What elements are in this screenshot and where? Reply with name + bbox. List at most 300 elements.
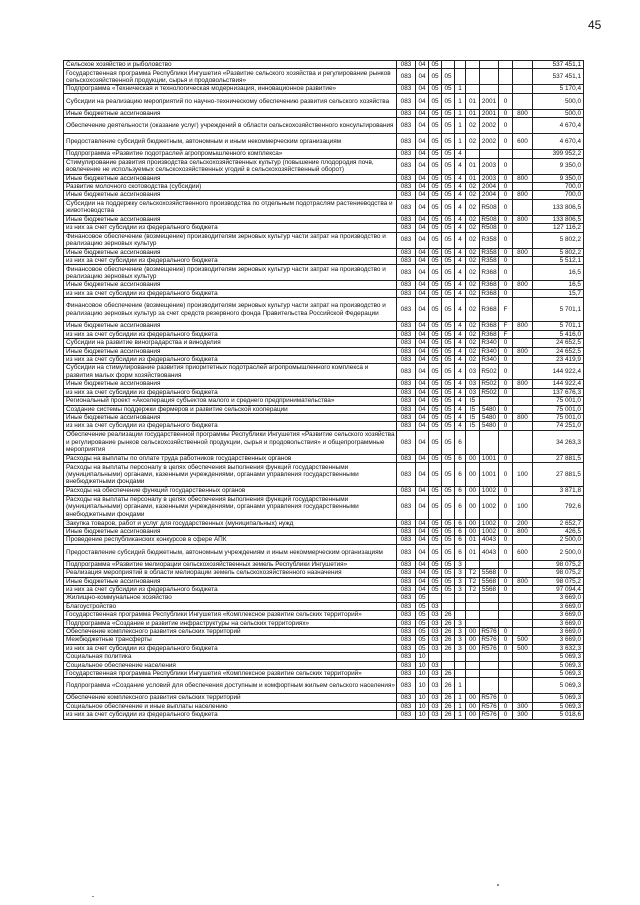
- row-code-cell-rz: 04: [416, 586, 429, 594]
- row-code-cell-p3: 02: [466, 118, 480, 134]
- row-code-cell-p4: R340: [481, 355, 497, 363]
- row-code-cell-p3: [466, 560, 480, 568]
- row-code-cell-rz: 05: [416, 619, 429, 627]
- row-sum-cell: 426,5: [533, 527, 584, 535]
- row-code-cell-pr: 05: [429, 224, 442, 232]
- row-code-cell-pr: 03: [429, 694, 442, 702]
- table-row: [64, 577, 584, 585]
- row-code-cell-pr: 03: [429, 636, 442, 644]
- row-code-cell-p2: 4: [455, 397, 466, 405]
- row-name-cell: Иные бюджетные ассигнования: [64, 413, 397, 421]
- row-name-cell: Обеспечение комплексного развития сельских территорий: [64, 628, 397, 636]
- row-code-cell-vr: [513, 487, 533, 495]
- row-code-cell-code: 083: [397, 495, 416, 519]
- row-code-cell-p5: 0: [499, 347, 513, 355]
- row-sum-cell: 5 069,3: [533, 702, 584, 710]
- row-code-cell-p5: F: [499, 330, 513, 338]
- row-code-cell-pr: 03: [429, 711, 442, 719]
- row-code-cell-p5: 0: [499, 380, 513, 388]
- row-code-cell-p3: [466, 430, 480, 454]
- row-code-cell-p4: [480, 85, 499, 93]
- row-code-cell-vr: [513, 397, 533, 405]
- row-code-cell-p4: 1002: [480, 487, 499, 495]
- row-code-cell-pr: 05: [429, 519, 442, 527]
- row-code-cell-code: 083: [397, 628, 416, 636]
- row-code-cell-vr: [513, 339, 533, 347]
- row-code-cell-p5: 0: [499, 199, 513, 215]
- row-code-cell-rz: 04: [416, 248, 429, 256]
- row-code-cell-rz: 10: [416, 653, 429, 661]
- row-code-cell-p2: [455, 653, 466, 661]
- row-code-cell-p1: 05: [442, 174, 455, 182]
- row-code-cell-vr: [513, 661, 533, 669]
- row-code-cell-rz: 04: [416, 536, 429, 544]
- row-code-cell-pr: 03: [429, 661, 442, 669]
- row-code-cell-code: 083: [397, 560, 416, 568]
- row-code-cell-p2: 4: [455, 355, 466, 363]
- row-code-cell-vr: [513, 85, 533, 93]
- row-code-cell-pr: 05: [429, 339, 442, 347]
- row-code-cell-rz: 04: [416, 364, 429, 380]
- row-code-cell-code: 083: [397, 413, 416, 421]
- row-code-cell-p5: 0: [499, 174, 513, 182]
- row-code-cell-vr: 800: [513, 191, 533, 199]
- row-code-cell-p4: 2001: [480, 109, 499, 117]
- row-code-cell-rz: 04: [416, 265, 429, 281]
- row-code-cell-p2: [455, 611, 466, 619]
- row-code-cell-p4: 4043: [480, 536, 499, 544]
- row-code-cell-p2: 4: [455, 183, 466, 191]
- table-row: [64, 281, 584, 289]
- row-code-cell-p5: 0: [499, 339, 513, 347]
- budget-table-body: [64, 61, 584, 720]
- row-sum-cell: 16,5: [533, 281, 584, 289]
- row-code-cell-p1: 05: [442, 298, 455, 322]
- table-row: [64, 69, 584, 85]
- row-code-cell-p1: 26: [442, 644, 455, 652]
- row-code-cell-p5: 0: [499, 495, 513, 519]
- table-row: [64, 355, 584, 363]
- row-code-cell-p1: 05: [442, 158, 455, 174]
- row-code-cell-p4: [480, 602, 499, 610]
- row-code-cell-p1: 26: [442, 611, 455, 619]
- row-code-cell-code: 083: [397, 355, 416, 363]
- row-code-cell-pr: 05: [429, 61, 442, 69]
- row-code-cell-rz: 10: [416, 711, 429, 719]
- row-code-cell-rz: 05: [416, 594, 429, 602]
- table-row: [64, 463, 584, 487]
- row-code-cell-p2: 4: [455, 339, 466, 347]
- row-code-cell-p4: 2002: [480, 118, 499, 134]
- row-code-cell-p2: 4: [455, 257, 466, 265]
- row-code-cell-rz: 04: [416, 347, 429, 355]
- scan-speck: [92, 896, 94, 897]
- row-code-cell-p2: [455, 61, 466, 69]
- row-name-cell: Закупка товаров, работ и услуг для государственных (муниципальных) нужд: [64, 519, 397, 527]
- row-code-cell-rz: 10: [416, 678, 429, 694]
- row-code-cell-rz: 04: [416, 174, 429, 182]
- row-code-cell-p1: 05: [442, 413, 455, 421]
- row-code-cell-p1: 05: [442, 69, 455, 85]
- row-sum-cell: 2 500,0: [533, 544, 584, 560]
- row-code-cell-code: 083: [397, 183, 416, 191]
- row-code-cell-code: 083: [397, 298, 416, 322]
- row-code-cell-p3: [466, 611, 480, 619]
- table-row: [64, 602, 584, 610]
- row-code-cell-p3: [466, 678, 480, 694]
- row-code-cell-p5: F: [499, 298, 513, 322]
- row-code-cell-code: 083: [397, 191, 416, 199]
- row-code-cell-p2: 1: [455, 678, 466, 694]
- row-code-cell-pr: 05: [429, 388, 442, 396]
- row-code-cell-code: 083: [397, 174, 416, 182]
- row-code-cell-code: 083: [397, 454, 416, 462]
- row-sum-cell: 700,0: [533, 183, 584, 191]
- row-code-cell-vr: [513, 61, 533, 69]
- row-sum-cell: 5 170,4: [533, 85, 584, 93]
- row-code-cell-p3: [466, 653, 480, 661]
- table-row: [64, 495, 584, 519]
- row-sum-cell: 15,7: [533, 289, 584, 297]
- table-row: [64, 380, 584, 388]
- row-code-cell-p2: [455, 661, 466, 669]
- row-code-cell-vr: [513, 93, 533, 109]
- row-code-cell-vr: [513, 422, 533, 430]
- row-code-cell-code: 083: [397, 661, 416, 669]
- row-code-cell-p5: 0: [499, 454, 513, 462]
- row-code-cell-pr: 05: [429, 215, 442, 223]
- row-code-cell-p5: 0: [499, 93, 513, 109]
- row-code-cell-pr: 05: [429, 487, 442, 495]
- row-code-cell-p4: [480, 594, 499, 602]
- row-code-cell-code: 083: [397, 158, 416, 174]
- row-code-cell-p3: 00: [466, 463, 480, 487]
- row-code-cell-rz: 10: [416, 670, 429, 678]
- row-code-cell-p3: 00: [466, 694, 480, 702]
- table-row: [64, 536, 584, 544]
- row-sum-cell: 133 806,5: [533, 215, 584, 223]
- row-name-cell: Финансовое обеспечение (возмещение) производителям зерновых культур части затрат на производство и реализацию зерновых культур: [64, 265, 397, 281]
- table-row: [64, 322, 584, 330]
- table-row: [64, 636, 584, 644]
- row-name-cell: Обеспечение деятельности (оказание услуг) учреждений в области сельскохозяйственного консультирования: [64, 118, 397, 134]
- row-code-cell-p2: 4: [455, 289, 466, 297]
- row-code-cell-p4: 2004: [480, 191, 499, 199]
- row-name-cell: Иные бюджетные ассигнования: [64, 577, 397, 585]
- row-code-cell-rz: 04: [416, 454, 429, 462]
- row-code-cell-p2: 1: [455, 118, 466, 134]
- row-code-cell-p2: 4: [455, 150, 466, 158]
- row-code-cell-rz: 04: [416, 199, 429, 215]
- row-code-cell-rz: 04: [416, 527, 429, 535]
- row-code-cell-rz: 10: [416, 661, 429, 669]
- budget-table: [63, 60, 584, 720]
- row-code-cell-p1: [442, 602, 455, 610]
- row-code-cell-vr: 800: [513, 322, 533, 330]
- row-code-cell-vr: 800: [513, 281, 533, 289]
- row-code-cell-p5: 0: [499, 577, 513, 585]
- row-code-cell-p3: 00: [466, 711, 480, 719]
- row-code-cell-p3: T2: [466, 586, 480, 594]
- row-code-cell-vr: [513, 224, 533, 232]
- row-name-cell: Социальное обеспечение населения: [64, 661, 397, 669]
- row-name-cell: Социальная политика: [64, 653, 397, 661]
- row-code-cell-p2: 4: [455, 413, 466, 421]
- row-code-cell-pr: 05: [429, 405, 442, 413]
- row-code-cell-code: 083: [397, 430, 416, 454]
- row-code-cell-rz: 10: [416, 702, 429, 710]
- row-code-cell-code: 083: [397, 619, 416, 627]
- row-sum-cell: 34 263,3: [533, 430, 584, 454]
- table-row: [64, 298, 584, 322]
- row-code-cell-p3: [466, 602, 480, 610]
- row-code-cell-code: 083: [397, 422, 416, 430]
- row-code-cell-p5: [499, 678, 513, 694]
- table-row: [64, 653, 584, 661]
- row-code-cell-pr: 05: [429, 380, 442, 388]
- row-code-cell-rz: 04: [416, 150, 429, 158]
- row-code-cell-p3: 02: [466, 265, 480, 281]
- row-code-cell-p2: 3: [455, 619, 466, 627]
- table-row: [64, 289, 584, 297]
- row-code-cell-p3: 03: [466, 388, 480, 396]
- row-code-cell-code: 083: [397, 544, 416, 560]
- row-code-cell-p1: 05: [442, 536, 455, 544]
- row-code-cell-p1: [442, 661, 455, 669]
- row-code-cell-rz: 04: [416, 430, 429, 454]
- row-code-cell-rz: 04: [416, 577, 429, 585]
- row-name-cell: из них за счет субсидии из федерального бюджета: [64, 388, 397, 396]
- row-code-cell-vr: [513, 694, 533, 702]
- row-code-cell-rz: 04: [416, 463, 429, 487]
- row-code-cell-code: 083: [397, 636, 416, 644]
- row-code-cell-p1: 05: [442, 289, 455, 297]
- row-code-cell-rz: 05: [416, 602, 429, 610]
- row-code-cell-p4: [480, 619, 499, 627]
- row-code-cell-rz: 04: [416, 422, 429, 430]
- table-row: [64, 569, 584, 577]
- row-code-cell-pr: 05: [429, 232, 442, 248]
- row-code-cell-vr: [513, 602, 533, 610]
- row-code-cell-pr: 03: [429, 644, 442, 652]
- row-code-cell-p4: R358: [481, 248, 497, 256]
- row-code-cell-p4: [480, 678, 499, 694]
- row-name-cell: Расходы на выплаты персоналу в целях обеспечения выполнения функций государственными (муниципальными) органами, казенными учреждениями, органами управления государственными внебюджетными фондами: [64, 495, 397, 519]
- row-code-cell-p1: 05: [442, 347, 455, 355]
- row-code-cell-vr: [513, 265, 533, 281]
- row-code-cell-p4: 5568: [480, 586, 499, 594]
- row-code-cell-p4: 2003: [480, 158, 499, 174]
- row-code-cell-code: 083: [397, 678, 416, 694]
- row-code-cell-p4: 1002: [480, 495, 499, 519]
- row-code-cell-code: 083: [397, 93, 416, 109]
- table-row: [64, 487, 584, 495]
- row-code-cell-p2: 3: [455, 644, 466, 652]
- row-code-cell-p3: 02: [466, 183, 480, 191]
- row-code-cell-vr: [513, 454, 533, 462]
- table-row: [64, 265, 584, 281]
- row-name-cell: Подпрограмма «Развитие мелиорации сельскохозяйственных земель Республики Ингушетия»: [64, 560, 397, 568]
- row-code-cell-vr: 600: [513, 544, 533, 560]
- row-code-cell-p1: 05: [442, 495, 455, 519]
- row-name-cell: Субсидии на развитие виноградарства и виноделия: [64, 339, 397, 347]
- row-name-cell: Расходы на выплаты по оплате труда работников государственных органов: [64, 454, 397, 462]
- row-sum-cell: 23 419,9: [533, 355, 584, 363]
- row-code-cell-vr: [513, 355, 533, 363]
- row-code-cell-vr: 800: [513, 215, 533, 223]
- table-row: [64, 454, 584, 462]
- row-code-cell-vr: [513, 586, 533, 594]
- table-row: [64, 232, 584, 248]
- row-code-cell-rz: 05: [416, 628, 429, 636]
- row-code-cell-p2: [455, 594, 466, 602]
- row-code-cell-rz: 04: [416, 495, 429, 519]
- row-code-cell-p2: 3: [455, 569, 466, 577]
- row-code-cell-p1: [442, 653, 455, 661]
- row-code-cell-pr: 05: [429, 199, 442, 215]
- row-name-cell: Иные бюджетные ассигнования: [64, 174, 397, 182]
- row-code-cell-pr: 05: [429, 298, 442, 322]
- row-code-cell-p4: R508: [481, 224, 497, 232]
- row-code-cell-p4: R368: [480, 265, 499, 281]
- row-code-cell-p1: 05: [442, 544, 455, 560]
- row-sum-cell: 75 001,0: [533, 405, 584, 413]
- row-name-cell: Обеспечение реализации государственной программы Республики Ингушетия «Развитие сельского хозяйства и регулирование рынков сельскохозяйственной продукции, сырья и продовольствия» и общепрограммные мероприятия: [64, 430, 397, 454]
- row-code-cell-p2: 4: [455, 298, 466, 322]
- row-sum-cell: 137 676,3: [533, 388, 584, 396]
- row-code-cell-p3: 01: [466, 536, 480, 544]
- row-name-cell: из них за счет субсидии из федерального бюджета: [64, 257, 397, 265]
- row-code-cell-code: 083: [397, 577, 416, 585]
- row-code-cell-p1: 05: [442, 109, 455, 117]
- row-code-cell-p2: 4: [455, 232, 466, 248]
- row-code-cell-p3: I5: [466, 413, 480, 421]
- row-code-cell-p5: [499, 150, 513, 158]
- row-code-cell-p5: [499, 611, 513, 619]
- row-code-cell-pr: 05: [429, 191, 442, 199]
- row-code-cell-vr: [513, 298, 533, 322]
- row-code-cell-p3: [466, 661, 480, 669]
- row-name-cell: из них за счет субсидии из федерального бюджета: [64, 289, 397, 297]
- row-code-cell-p4: 1002: [480, 519, 499, 527]
- row-name-cell: Государственная программа Республики Ингушетия «Развитие сельского хозяйства и регулирование рынков сельскохозяйственной продукции, сырья и продовольствия»: [64, 69, 397, 85]
- row-code-cell-p5: 0: [499, 413, 513, 421]
- row-code-cell-p3: 01: [466, 109, 480, 117]
- row-code-cell-p3: 02: [466, 191, 480, 199]
- row-code-cell-rz: 04: [416, 569, 429, 577]
- row-code-cell-vr: 500: [513, 636, 533, 644]
- row-code-cell-p3: [466, 85, 480, 93]
- row-sum-cell: 700,0: [533, 191, 584, 199]
- row-sum-cell: 9 350,0: [533, 174, 584, 182]
- row-sum-cell: 3 632,3: [533, 644, 584, 652]
- row-name-cell: Субсидии на стимулирование развития приоритетных подотраслей агропромышленного комплекса и развития малых форм хозяйствования: [64, 364, 397, 380]
- row-code-cell-p1: 05: [442, 569, 455, 577]
- row-code-cell-vr: [513, 678, 533, 694]
- row-code-cell-code: 083: [397, 339, 416, 347]
- row-code-cell-vr: [513, 388, 533, 396]
- row-code-cell-p1: 05: [442, 380, 455, 388]
- row-code-cell-p1: 05: [442, 397, 455, 405]
- row-code-cell-p3: T2: [466, 577, 480, 585]
- row-code-cell-rz: 04: [416, 519, 429, 527]
- row-code-cell-pr: [429, 653, 442, 661]
- row-name-cell: Государственная программа Республики Ингушетия «Комплексное развитие сельских территорий»: [64, 670, 397, 678]
- row-name-cell: Иные бюджетные ассигнования: [64, 281, 397, 289]
- table-row: [64, 339, 584, 347]
- row-code-cell-p2: 1: [455, 694, 466, 702]
- row-code-cell-code: 083: [397, 248, 416, 256]
- table-row: [64, 702, 584, 710]
- row-code-cell-vr: [513, 670, 533, 678]
- row-code-cell-p1: 05: [442, 388, 455, 396]
- row-code-cell-p5: 0: [499, 527, 513, 535]
- row-sum-cell: 5 018,6: [533, 711, 584, 719]
- row-name-cell: Создание системы поддержки фермеров и развитие сельской кооперации: [64, 405, 397, 413]
- row-sum-cell: 16,5: [533, 265, 584, 281]
- row-code-cell-code: 083: [397, 257, 416, 265]
- row-code-cell-p2: 4: [455, 380, 466, 388]
- row-code-cell-pr: 05: [429, 265, 442, 281]
- row-code-cell-rz: 04: [416, 215, 429, 223]
- row-code-cell-pr: 05: [429, 118, 442, 134]
- row-code-cell-p1: 05: [442, 183, 455, 191]
- row-code-cell-p4: 5568: [480, 569, 499, 577]
- table-row: [64, 109, 584, 117]
- row-name-cell: Иные бюджетные ассигнования: [64, 191, 397, 199]
- row-code-cell-p4: 5568: [480, 577, 499, 585]
- row-code-cell-p5: 0: [499, 109, 513, 117]
- row-code-cell-p3: 02: [466, 232, 480, 248]
- row-code-cell-p1: 05: [442, 586, 455, 594]
- row-code-cell-vr: [513, 183, 533, 191]
- row-code-cell-rz: 04: [416, 85, 429, 93]
- row-code-cell-p5: 0: [499, 224, 513, 232]
- row-code-cell-p2: 3: [455, 577, 466, 585]
- row-sum-cell: 537 451,1: [533, 61, 584, 69]
- row-code-cell-vr: 800: [513, 109, 533, 117]
- row-code-cell-p4: [480, 611, 499, 619]
- row-code-cell-rz: 04: [416, 405, 429, 413]
- row-code-cell-pr: 05: [429, 109, 442, 117]
- row-code-cell-code: 083: [397, 586, 416, 594]
- row-code-cell-p3: 00: [466, 527, 480, 535]
- row-code-cell-vr: 800: [513, 413, 533, 421]
- row-sum-cell: 98 075,2: [533, 569, 584, 577]
- row-code-cell-p3: [466, 619, 480, 627]
- row-name-cell: из них за счет субсидии из федерального бюджета: [64, 711, 397, 719]
- row-code-cell-rz: 04: [416, 413, 429, 421]
- row-code-cell-code: 083: [397, 232, 416, 248]
- row-code-cell-p4: 5480: [480, 413, 499, 421]
- table-row: [64, 586, 584, 594]
- row-code-cell-p4: [480, 397, 499, 405]
- row-code-cell-pr: 05: [429, 422, 442, 430]
- table-row: [64, 215, 584, 223]
- row-code-cell-p3: 02: [466, 224, 480, 232]
- row-code-cell-code: 083: [397, 322, 416, 330]
- row-code-cell-rz: 04: [416, 93, 429, 109]
- row-code-cell-pr: 05: [429, 527, 442, 535]
- row-code-cell-p5: [499, 61, 513, 69]
- row-name-cell: Иные бюджетные ассигнования: [64, 109, 397, 117]
- row-sum-cell: 5 802,2: [533, 232, 584, 248]
- row-name-cell: Финансовое обеспечение (возмещение) производителям зерновых культур части затрат на производство и реализацию зерновых культур: [64, 232, 397, 248]
- row-code-cell-p5: 0: [499, 364, 513, 380]
- row-code-cell-vr: [513, 232, 533, 248]
- row-code-cell-code: 083: [397, 118, 416, 134]
- row-code-cell-p1: 05: [442, 527, 455, 535]
